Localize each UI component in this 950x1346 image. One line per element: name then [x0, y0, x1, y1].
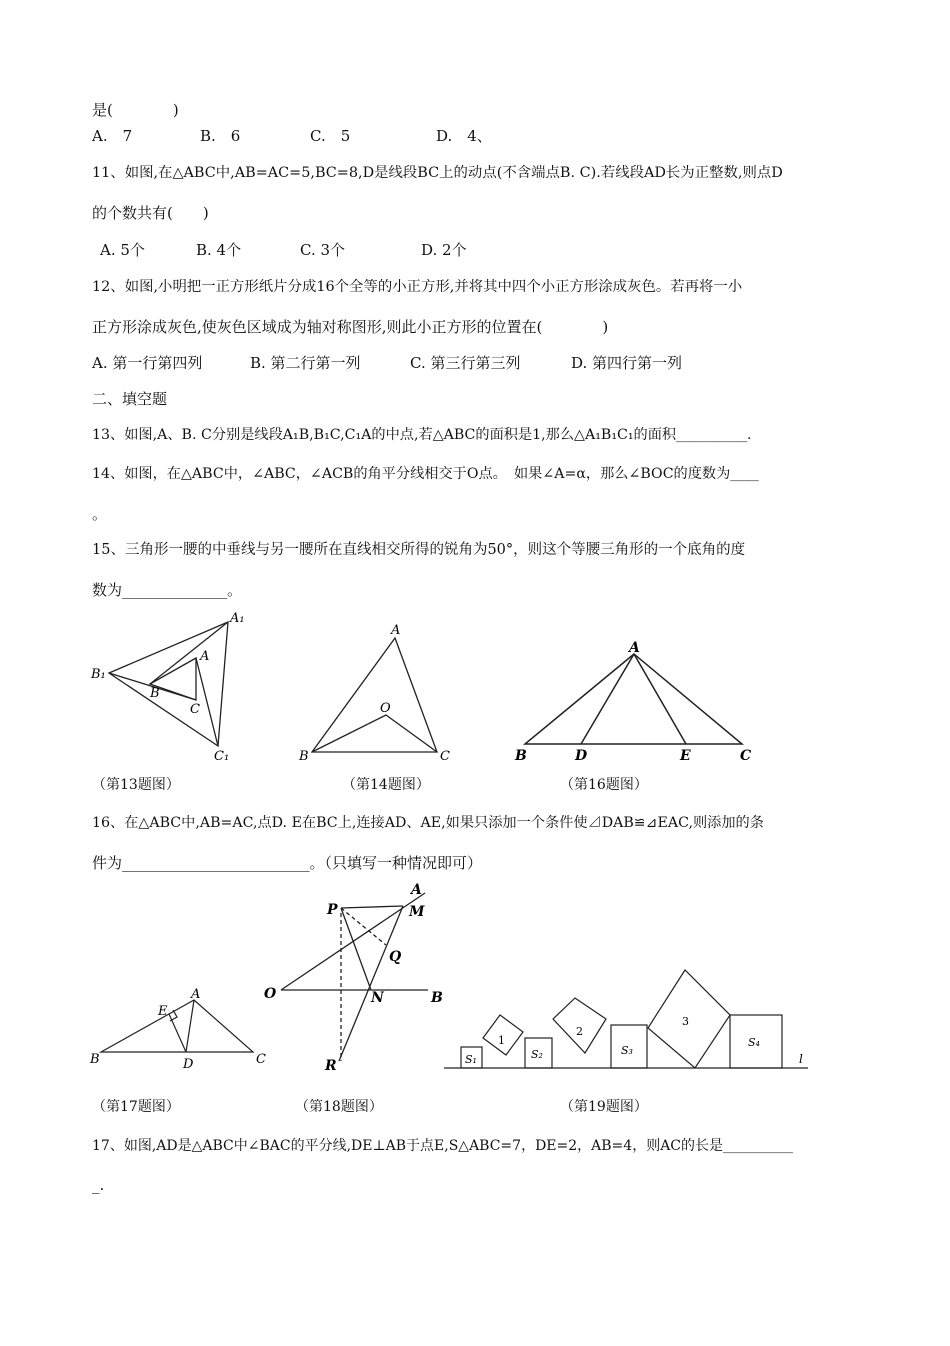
- q10-tail: 是( ): [92, 101, 179, 119]
- q16-line2: 件为_________________________。（只填写一种情况即可）: [92, 854, 483, 872]
- fig19-label-s1: S₁: [465, 1053, 477, 1066]
- caption-fig19: （第19题图）: [560, 1099, 648, 1115]
- fig18-label-m: M: [409, 904, 425, 920]
- q11-option-d: D. 2个: [421, 241, 467, 259]
- q14-line2: 。: [92, 505, 108, 523]
- q17-line2: _.: [92, 1176, 105, 1194]
- fig19-label-s3: S₃: [621, 1044, 633, 1057]
- q11-option-a: A. 5个: [100, 241, 145, 259]
- fig13-label-c1: C₁: [214, 749, 230, 764]
- q12-option-a: A. 第一行第四列: [92, 354, 203, 372]
- fig16-label-b: B: [515, 748, 527, 764]
- q15-line1: 15、三角形一腰的中垂线与另一腰所在直线相交所得的锐角为50°，则这个等腰三角形的一个底角的度: [92, 542, 746, 558]
- fig14-label-c: C: [440, 749, 450, 764]
- fig13-label-b: B: [150, 686, 160, 701]
- q11-option-c: C. 3个: [300, 241, 346, 259]
- q12-line1: 12、如图,小明把一正方形纸片分成16个全等的小正方形,并将其中四个小正方形涂成灰色。若再将一小: [92, 279, 743, 295]
- q10-option-b: B. 6: [200, 127, 241, 145]
- fig19-label-1: 1: [498, 1034, 505, 1047]
- fig14-label-b: B: [299, 749, 309, 764]
- q10-option-d: D. 4、: [436, 127, 492, 145]
- q11-option-b: B. 4个: [196, 241, 242, 259]
- fig14-label-o: O: [380, 701, 391, 716]
- caption-fig18: （第18题图）: [295, 1099, 383, 1115]
- q17-line1: 17、如图,AD是△ABC中∠BAC的平分线,DE⊥AB于点E,S△ABC=7，DE=2，AB=4，则AC的长是__________: [92, 1138, 794, 1154]
- q12-option-d: D. 第四行第一列: [571, 354, 683, 372]
- fig19-square-3: [648, 970, 730, 1068]
- fig14-label-a: A: [391, 623, 401, 638]
- fig13-label-a1: A₁: [230, 611, 245, 626]
- q10-option-c: C. 5: [310, 127, 351, 145]
- fig19-label-l: l: [799, 1052, 803, 1066]
- fig19-label-2: 2: [576, 1025, 583, 1038]
- q11-line2: 的个数共有( ): [92, 204, 209, 222]
- fig18-label-p: P: [327, 902, 338, 918]
- q13-text: 13、如图,A、B. C分别是线段A₁B,B₁C,C₁A的中点,若△ABC的面积是1,那么△A₁B₁C₁的面积__________.: [92, 427, 752, 443]
- fig17-label-c: C: [256, 1052, 266, 1067]
- fig16-label-a: A: [629, 640, 640, 656]
- fig18-label-q: Q: [389, 949, 402, 965]
- fig18-label-o: O: [264, 986, 277, 1002]
- fig16-label-c: C: [740, 748, 752, 764]
- fig17-label-e: E: [158, 1004, 168, 1019]
- fig13-label-c: C: [190, 702, 200, 717]
- fig19-label-s4: S₄: [748, 1036, 760, 1049]
- caption-fig14: （第14题图）: [342, 777, 430, 793]
- q14-line1: 14、如图，在△ABC中，∠ABC，∠ACB的角平分线相交于O点。 如果∠A=α，那么∠BOC的度数为____: [92, 466, 759, 482]
- fig18-label-b: B: [431, 990, 443, 1006]
- fig16-label-d: D: [575, 748, 588, 764]
- fig13-label-b1: B₁: [91, 667, 106, 682]
- q12-option-b: B. 第二行第一列: [250, 354, 361, 372]
- fig18-label-a: A: [411, 882, 422, 898]
- fig18-label-n: N: [371, 990, 384, 1006]
- caption-fig13: （第13题图）: [92, 777, 180, 793]
- q10-option-a: A. 7: [92, 127, 133, 145]
- fig19-label-3: 3: [682, 1015, 689, 1028]
- fig17-label-d: D: [183, 1057, 194, 1072]
- fig17-label-b: B: [90, 1052, 100, 1067]
- q16-line1: 16、在△ABC中,AB=AC,点D. E在BC上,连接AD、AE,如果只添加一个条件使⊿DAB≌⊿EAC,则添加的条: [92, 815, 764, 831]
- caption-fig16: （第16题图）: [560, 777, 648, 793]
- section-fill-in-heading: 二、填空题: [92, 390, 168, 408]
- caption-fig17: （第17题图）: [92, 1099, 180, 1115]
- fig13-label-a: A: [200, 649, 210, 664]
- fig16-label-e: E: [680, 748, 691, 764]
- q12-option-c: C. 第三行第三列: [410, 354, 521, 372]
- q11-line1: 11、如图,在△ABC中,AB=AC=5,BC=8,D是线段BC上的动点(不含端点B. C).若线段AD长为正整数,则点D: [92, 165, 783, 181]
- fig19-label-s2: S₂: [531, 1048, 543, 1061]
- fig17-label-a: A: [191, 987, 201, 1002]
- q15-line2: 数为______________。: [92, 581, 243, 599]
- fig18-label-r: R: [325, 1058, 337, 1074]
- q12-line2: 正方形涂成灰色,使灰色区域成为轴对称图形,则此小正方形的位置在( ): [92, 318, 609, 336]
